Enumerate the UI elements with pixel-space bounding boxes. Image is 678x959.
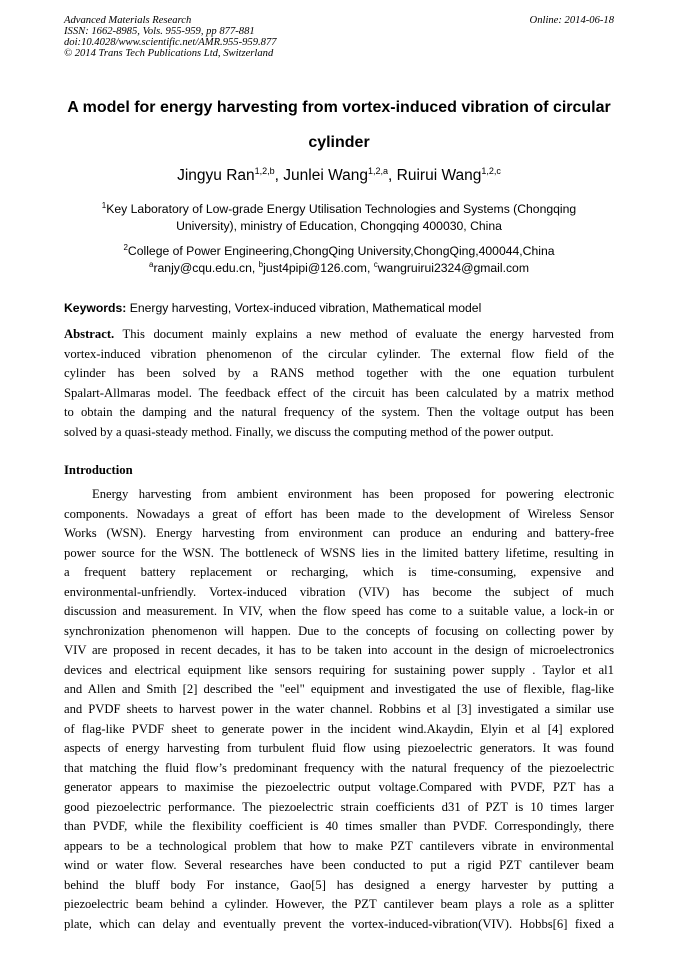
abstract-line: vortex-induced vibration phenomenon of the circular cylinder. The external flow field of the (64, 346, 614, 361)
intro-line: Works (WSN). Energy harvesting from environment can produce an enduring and battery-free (64, 526, 614, 541)
abstract-label: Abstract. (64, 327, 115, 341)
intro-line: power source for the WSN. The bottleneck of WSNS lies in the limited battery lifetime, resulting in (64, 545, 614, 560)
intro-line: VIV are proposed in recent decades, it has to be taken into account in the design of microelectronics (64, 643, 614, 658)
introduction-body (64, 485, 614, 935)
intro-line: good piezoelectric performance. The piezoelectric strain coefficients d31 of PZT is 10 times larger (64, 799, 614, 814)
abstract-line: cylinder has been solved by a RANS method together with the one equation turbulent (64, 366, 614, 381)
affiliation-text: Key Laboratory of Low-grade Energy Utilisation Technologies and Systems (Chongqing (106, 202, 577, 216)
author-affil-sup: 1,2,c (481, 166, 501, 176)
author-sep: , (274, 167, 284, 184)
email-sup: b (258, 260, 264, 269)
intro-line: of flag-like PVDF sheet to generate power in the incident wind.Akaydin, Elyin et al [4] explored (64, 721, 614, 736)
intro-line: aspects of energy harvesting from turbulent fluid flow using piezoelectric generators. It was found (64, 741, 614, 756)
affiliation-1-line-2: University), ministry of Education, Chongqing 400030, China (176, 219, 502, 233)
intro-line: generator appears to maximise the piezoelectric output voltage.Compared with PVDF, PZT has a (64, 780, 614, 795)
abstract-line: solved by a quasi-steady method. Finally, we discuss the computing method of the power output. (64, 424, 554, 439)
keywords-label: Keywords: (64, 301, 127, 315)
keywords-text: Energy harvesting, Vortex-induced vibration, Mathematical model (126, 301, 482, 315)
abstract-line: to obtain the damping and the natural frequency of the system. Then the voltage output has been (64, 405, 614, 420)
email-sup: a (149, 260, 154, 269)
journal-name: Advanced Materials Research (64, 15, 192, 26)
journal-header (64, 15, 484, 59)
author-name: Junlei Wang (283, 167, 369, 184)
author-name: Ruirui Wang (396, 167, 482, 184)
email-sup: c (373, 260, 378, 269)
email-link[interactable]: ranjy@cqu.edu.cn, (153, 261, 259, 275)
intro-line: and PVDF sheets to harvest power in the water channel. Robbins et al [3] investigated a similar use (64, 702, 614, 717)
affiliation-sup: 2 (123, 243, 128, 252)
intro-line: Energy harvesting from ambient environment has been proposed for powering electronic (92, 487, 614, 501)
affiliation-2 (64, 243, 614, 277)
author-list (40, 165, 638, 187)
intro-line: than PVDF, while the flexibility coefficient is 40 times smaller than PVDF. Correspondingly, there (64, 819, 614, 834)
copyright-line: © 2014 Trans Tech Publications Ltd, Switzerland (64, 48, 274, 60)
abstract-line (64, 325, 614, 345)
paper-title (40, 90, 638, 160)
abstract (64, 325, 614, 442)
title-line-1: A model for energy harvesting from vortex-induced vibration of circular (67, 99, 611, 116)
intro-line: environmental-unfriendly. Vortex-induced vibration (VIV) has become the subject of much (64, 584, 614, 599)
intro-line: wind or water flow. Several researches have been conducted to put a rigid PZT cantilever beam (64, 858, 614, 873)
intro-line: devices and electrical equipment like sensors requiring for sustaining power supply . Taylor et al1 (64, 662, 614, 677)
title-line-2: cylinder (308, 134, 370, 151)
intro-line: and Allen and Smith [2] described the "eel" equipment and investigated the use of flexible, flag-like (64, 682, 614, 697)
intro-line: appears to be a technological problem that how to make PZT cantilevers vibrate in environmental (64, 838, 614, 853)
author-affil-sup: 1,2,a (368, 166, 389, 176)
issn-line: ISSN: 1662-8985, Vols. 955-959, pp 877-881 (64, 26, 255, 38)
intro-line: that matching the fluid flow’s predominant frequency with the natural frequency of the piezoelectric (64, 760, 614, 775)
intro-line: discussion and measurement. In VIV, when the flow speed has come to a suitable value, a lock-in or (64, 604, 614, 619)
doi-line: doi:10.4028/www.scientific.net/AMR.955-959.877 (64, 37, 277, 49)
email-link[interactable]: wangruirui2324@gmail.com (377, 261, 529, 275)
affiliation-sup: 1 (101, 201, 107, 210)
author-sep: , (388, 167, 397, 184)
email-link[interactable]: just4pipi@126.com, (263, 261, 374, 275)
intro-line: components. Nowadays a great of effort has been made to the development of Wireless Sensor (64, 506, 614, 521)
affiliation-text: College of Power Engineering,ChongQing University,ChongQing,400044,China (127, 244, 555, 258)
intro-line: synchronization phenomenon will happen. Due to the concepts of focusing on collecting power by (64, 623, 614, 638)
intro-line: a frequent battery replacement or recharging, which is time-consuming, expensive and (64, 565, 614, 580)
author-name: Jingyu Ran (177, 167, 255, 184)
intro-line: piezoelectric beam behind a cylinder. However, the PZT cantilever beam plays a role as a splitter (64, 897, 614, 912)
email-list (64, 260, 614, 277)
abstract-line: Spalart-Allmaras model. The feedback effect of the circuit has been calculated by a matrix method (64, 385, 614, 400)
affiliation-1-line-1 (64, 201, 614, 218)
author-affil-sup: 1,2,b (254, 166, 275, 176)
online-date: Online: 2014-06-18 (529, 15, 614, 26)
abstract-first-text: This document mainly explains a new method of evaluate the energy harvested from (114, 327, 614, 341)
intro-line: behind the bluff body For instance, Gao[5] has designed a energy harvester by putting a (64, 877, 614, 892)
section-heading-introduction: Introduction (64, 463, 133, 477)
affiliation-1 (64, 201, 614, 235)
affiliation-2-line-1 (64, 243, 614, 260)
intro-line: plate, which can delay and eventually prevent the vortex-induced-vibration(VIV). Hobbs[6] fixed a (64, 917, 614, 932)
keywords-line (64, 300, 614, 317)
